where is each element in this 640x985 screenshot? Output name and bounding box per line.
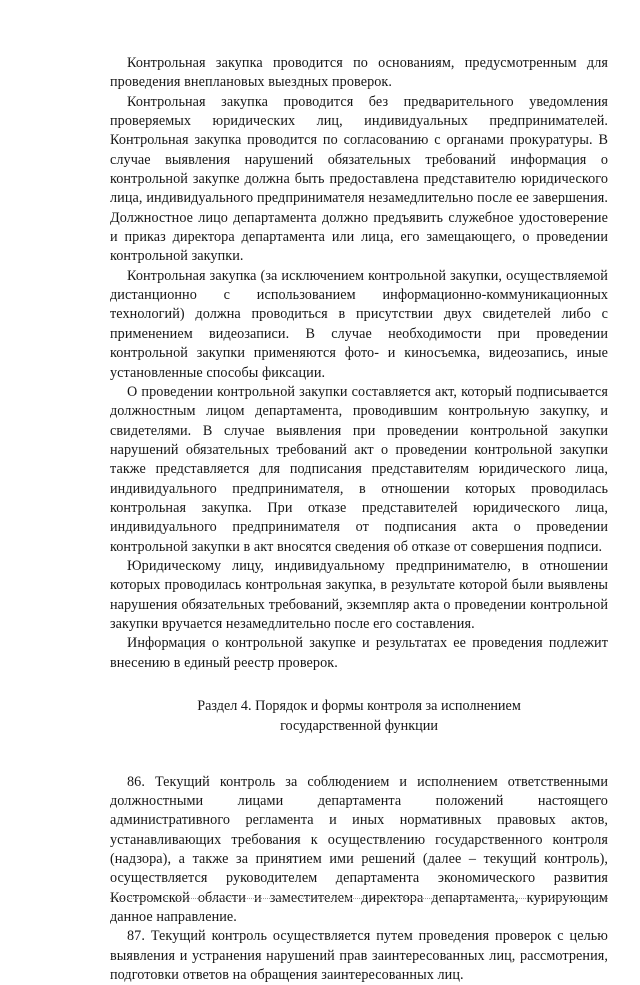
paragraph-no-notice: Контрольная закупка проводится без предварительного уведомления проверяемых юридических лиц, индивидуальных предпринимателей. Контрольная закупка проводится по согласованию с органами прокуратуры. В случае выявления нарушений обязательных требований информация о контрольной закупке должна быть предоставлена представителю юридического лица, индивидуального предпринимателя незамедлительно после ее завершения. Должностное лицо департамента должно предъявить служебное удостоверение и приказ директора департамента или лица, его замещающего, о проведении контрольной закупки. [110,93,608,265]
paragraph-registry: Информация о контрольной закупке и результатах ее проведения подлежит внесению в единый реестр проверок. [110,635,608,671]
paragraph-87: 87. Текущий контроль осуществляется путем проведения проверок с целью выявления и устранения нарушений прав заинтересованных лиц, рассмотрения, подготовки ответов на обращения заинтересованных лиц. [110,928,608,984]
paragraph-act-copy: Юридическому лицу, индивидуальному предпринимателю, в отношении которых проводилась контрольная закупка, в результате которой были выявлены нарушения обязательных требований, экземпляр акта о проведении контрольной закупки вручается незамедлительно после его составления. [110,557,608,632]
section-heading-line-2: государственной функции [280,717,438,734]
page-bottom-divider [110,898,608,899]
paragraph-act: О проведении контрольной закупки составляется акт, который подписывается должностным лицом департамента, проводившим контрольную закупку, и свидетелями. В случае выявления при проведении контрольной закупки нарушений обязательных требований акт о проведении контрольной закупки также представляется для подписания представителям юридического лица, индивидуального предпринимателя, в отношении которых проводилась контрольная закупка. При отказе представителей юридического лица, индивидуального предпринимателя от подписания акта о проведении контрольной закупки в акт вносятся сведения об отказе от совершения подписи. [110,383,608,555]
section-heading [110,697,608,737]
paragraph-grounds: Контрольная закупка проводится по основаниям, предусмотренным для проведения внеплановых выездных проверок. [110,55,608,91]
section-heading-line-1: Раздел 4. Порядок и формы контроля за исполнением [197,698,521,714]
paragraph-witnesses: Контрольная закупка (за исключением контрольной закупки, осуществляемой дистанционно с использованием информационно-коммуникационных технологий) должна проводиться в присутствии двух свидетелей либо с применением видеозаписи. В случае необходимости при проведении контрольной закупки применяются фото- и киносъемка, видеозапись, иные установленные способы фиксации. [110,267,608,381]
paragraph-86: 86. Текущий контроль за соблюдением и исполнением ответственными должностными лицами департамента положений настоящего административного регламента и иных нормативных правовых актов, устанавливающих требования к осуществлению государственного контроля (надзора), а также за принятием ими решений (далее – текущий контроль), осуществляется руководителем департамента экономического развития Костромской области и заместителем директора департамента, курирующим данное направление. [110,773,608,925]
